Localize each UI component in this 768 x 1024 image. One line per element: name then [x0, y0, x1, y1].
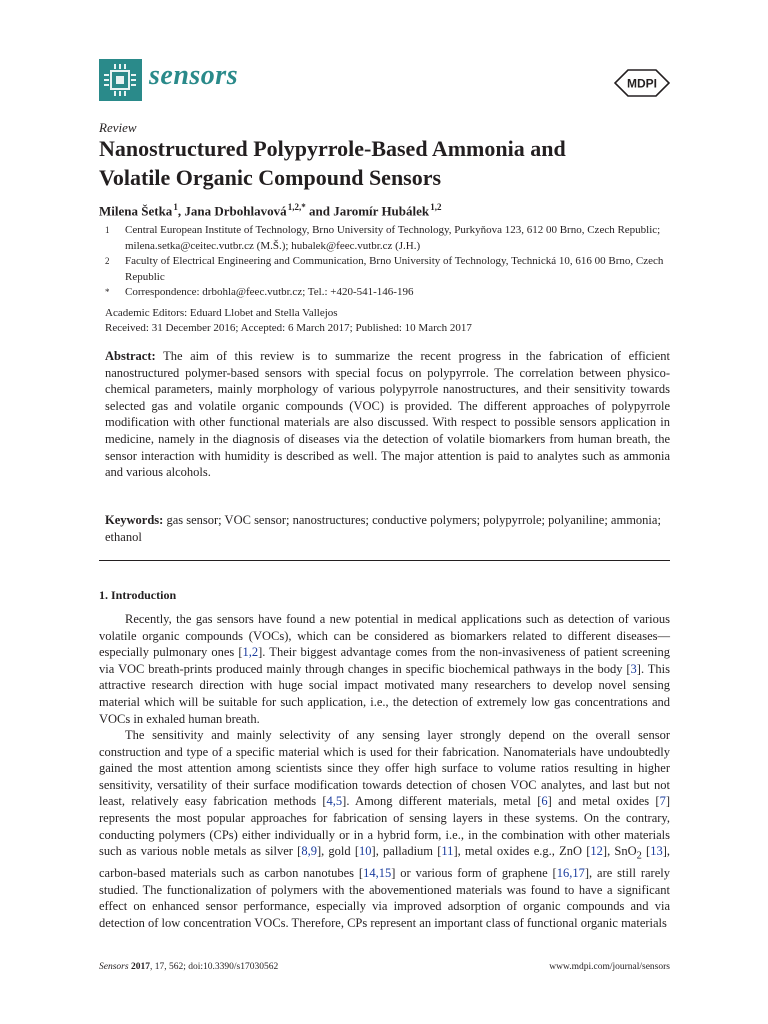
footer-journal: Sensors — [99, 962, 129, 972]
affiliation-text: Faculty of Electrical Engineering and Communication, Brno University of Technology, Technická 10, 616 00 Brno, Czech Republic — [125, 255, 664, 283]
paragraph-text: ], are still rarely studied. The functionalization of polymers with the abovementioned materials was found to have a significant effect on enhanced sensor performance, especially via improved adsorption of organic compounds and via detection of low concentration VOCs. Therefore, CPs represent an important class of functional organic materials — [99, 866, 670, 931]
paragraph-text: ], metal oxides e.g., ZnO [ — [453, 844, 591, 859]
citation-link[interactable]: 6 — [541, 794, 548, 809]
paragraph-text: The sensitivity and mainly selectivity of any sensing layer strongly depend on the overall sensor construction and type of a specific material which is used for their fabrication. Nanomaterials have undoubtedly gained the most attention among scientists since they offer high surface to volume ratios resulting in higher sensitivity, versatility of their surface modification towards detection of chosen VOC analytes, and last but not least, relatively easy fabrication methods [ — [99, 728, 670, 809]
abstract-label: Abstract: — [105, 349, 156, 363]
paragraph-text: ], palladium [ — [371, 844, 442, 859]
footer-details: , 17, 562; doi:10.3390/s17030562 — [149, 962, 279, 972]
paragraph-text: ]. This attractive research direction with huge social impact motivated many researchers to develop novel sensing material which will be suitable for such application, i.e., the detection of extremely low gas concentrations and VOCs in exhaled human breath. — [99, 661, 670, 726]
paragraph-text: ] and metal oxides [ — [547, 794, 660, 809]
author-name: Milena Šetka — [99, 203, 173, 219]
keywords-text: gas sensor; VOC sensor; nanostructures; conductive polymers; polypyrrole; polyaniline; ammonia; ethanol — [105, 513, 661, 544]
footer-citation — [99, 962, 278, 972]
article-type: Review — [99, 120, 137, 135]
body-paragraph — [99, 611, 670, 727]
citation-link[interactable]: 8,9 — [301, 844, 317, 859]
paragraph-text: ], SnO — [602, 844, 637, 859]
affiliation-mark: * — [105, 287, 110, 297]
paragraph-text: ] or various form of graphene [ — [391, 866, 557, 881]
journal-name: sensors — [149, 60, 239, 91]
citation-link[interactable]: 14,15 — [363, 866, 392, 881]
author-affiliation-mark: 1 — [173, 202, 178, 212]
author-list — [99, 202, 670, 219]
citation-link[interactable]: 12 — [590, 844, 603, 859]
section-heading: 1. Introduction — [99, 588, 177, 602]
author-affiliation-mark: 1,2,* — [287, 202, 306, 212]
citation-link[interactable]: 3 — [630, 661, 637, 676]
paragraph-text: ]. Their biggest advantage comes from the non-invasiveness of patient screening via VOC breath-prints produced mainly through changes in specific biochemical pathways in the body [ — [99, 645, 670, 676]
affiliation-mark: 1 — [105, 225, 110, 235]
affiliation-text: Central European Institute of Technology, Brno University of Technology, Purkyňova 123, 612 00 Brno, Czech Republic; milena.setka@ceitec.vutbr.cz (M.Š.); hubalek@feec.vutbr.cz (J.H.) — [125, 224, 661, 252]
paragraph-text: ]. Among different materials, metal [ — [342, 794, 542, 809]
publisher-name: MDPI — [627, 76, 657, 91]
paragraph-text: Recently, the gas sensors have found a new potential in medical applications such as detection of various volatile organic compounds (VOCs), which can be considered as biomarkers related to different diseases—especially pulmonary ones [ — [99, 612, 670, 660]
chip-icon — [110, 70, 130, 90]
footer-url[interactable]: www.mdpi.com/journal/sensors — [549, 962, 670, 972]
citation-link[interactable]: 13 — [650, 844, 663, 859]
keywords — [105, 512, 670, 545]
body-paragraph — [99, 727, 670, 932]
keywords-label: Keywords: — [105, 513, 164, 527]
article-title — [99, 134, 670, 192]
citation-link[interactable]: 1,2 — [242, 645, 259, 660]
section-divider — [99, 560, 670, 561]
citation-link[interactable]: 16,17 — [556, 866, 585, 881]
affiliation-text: Correspondence: drbohla@feec.vutbr.cz; Tel.: +420-541-146-196 — [125, 286, 414, 298]
footer-year: 2017 — [128, 962, 150, 972]
author-name: Jaromír Hubálek — [333, 203, 430, 219]
citation-link[interactable]: 10 — [359, 844, 372, 859]
abstract — [105, 348, 670, 481]
citation-link[interactable]: 7 — [659, 794, 666, 809]
author-separator: , — [177, 203, 185, 219]
paragraph-text: ], carbon-based materials such as carbon nanotubes [ — [99, 844, 671, 881]
author-affiliation-mark: 1,2 — [430, 202, 442, 212]
publication-dates: Received: 31 December 2016; Accepted: 6 March 2017; Published: 10 March 2017 — [105, 322, 472, 334]
title-line: Nanostructured Polypyrrole-Based Ammonia and — [99, 136, 566, 161]
author-name: Jana Drbohlavová — [184, 203, 287, 219]
citation-link[interactable]: 11 — [441, 844, 454, 859]
paragraph-text: [ — [641, 844, 651, 859]
paragraph-text: ], gold [ — [316, 844, 360, 859]
journal-logo-icon — [99, 59, 142, 101]
mdpi-logo-icon — [614, 69, 670, 97]
subscript: 2 — [636, 850, 642, 862]
citation-link[interactable]: 4,5 — [326, 794, 343, 809]
abstract-text: The aim of this review is to summarize the recent progress in the fabrication of efficient nanostructured polymer-based sensors with special focus on polypyrrole. The correlation between physico-chemical parameters, mainly morphology of various polypyrrole nanostructures, and their sensitivity towards selected gas and volatile organic compounds (VOC) is provided. The different approaches of polypyrrole modification with other functional materials are also discussed. With respect to possible sensors application in medicine, namely in the diagnosis of diseases via the detection of volatile biomarkers from human breath, the sensor interaction with humidity is described as well. The major attention is paid to analytes such as ammonia and various alcohols. — [105, 349, 670, 480]
paragraph-text: ] represents the most popular approaches for fabrication of sensing layers in these systems. On the contrary, conducting polymers (CPs) either individually or in a hybrid form, i.e., in the combination with other materials such as various noble metals as silver [ — [99, 794, 670, 859]
author-separator: and — [305, 203, 334, 219]
academic-editors: Academic Editors: Eduard Llobet and Stella Vallejos — [105, 307, 338, 319]
affiliation-mark: 2 — [105, 256, 110, 266]
title-line: Volatile Organic Compound Sensors — [99, 165, 442, 190]
